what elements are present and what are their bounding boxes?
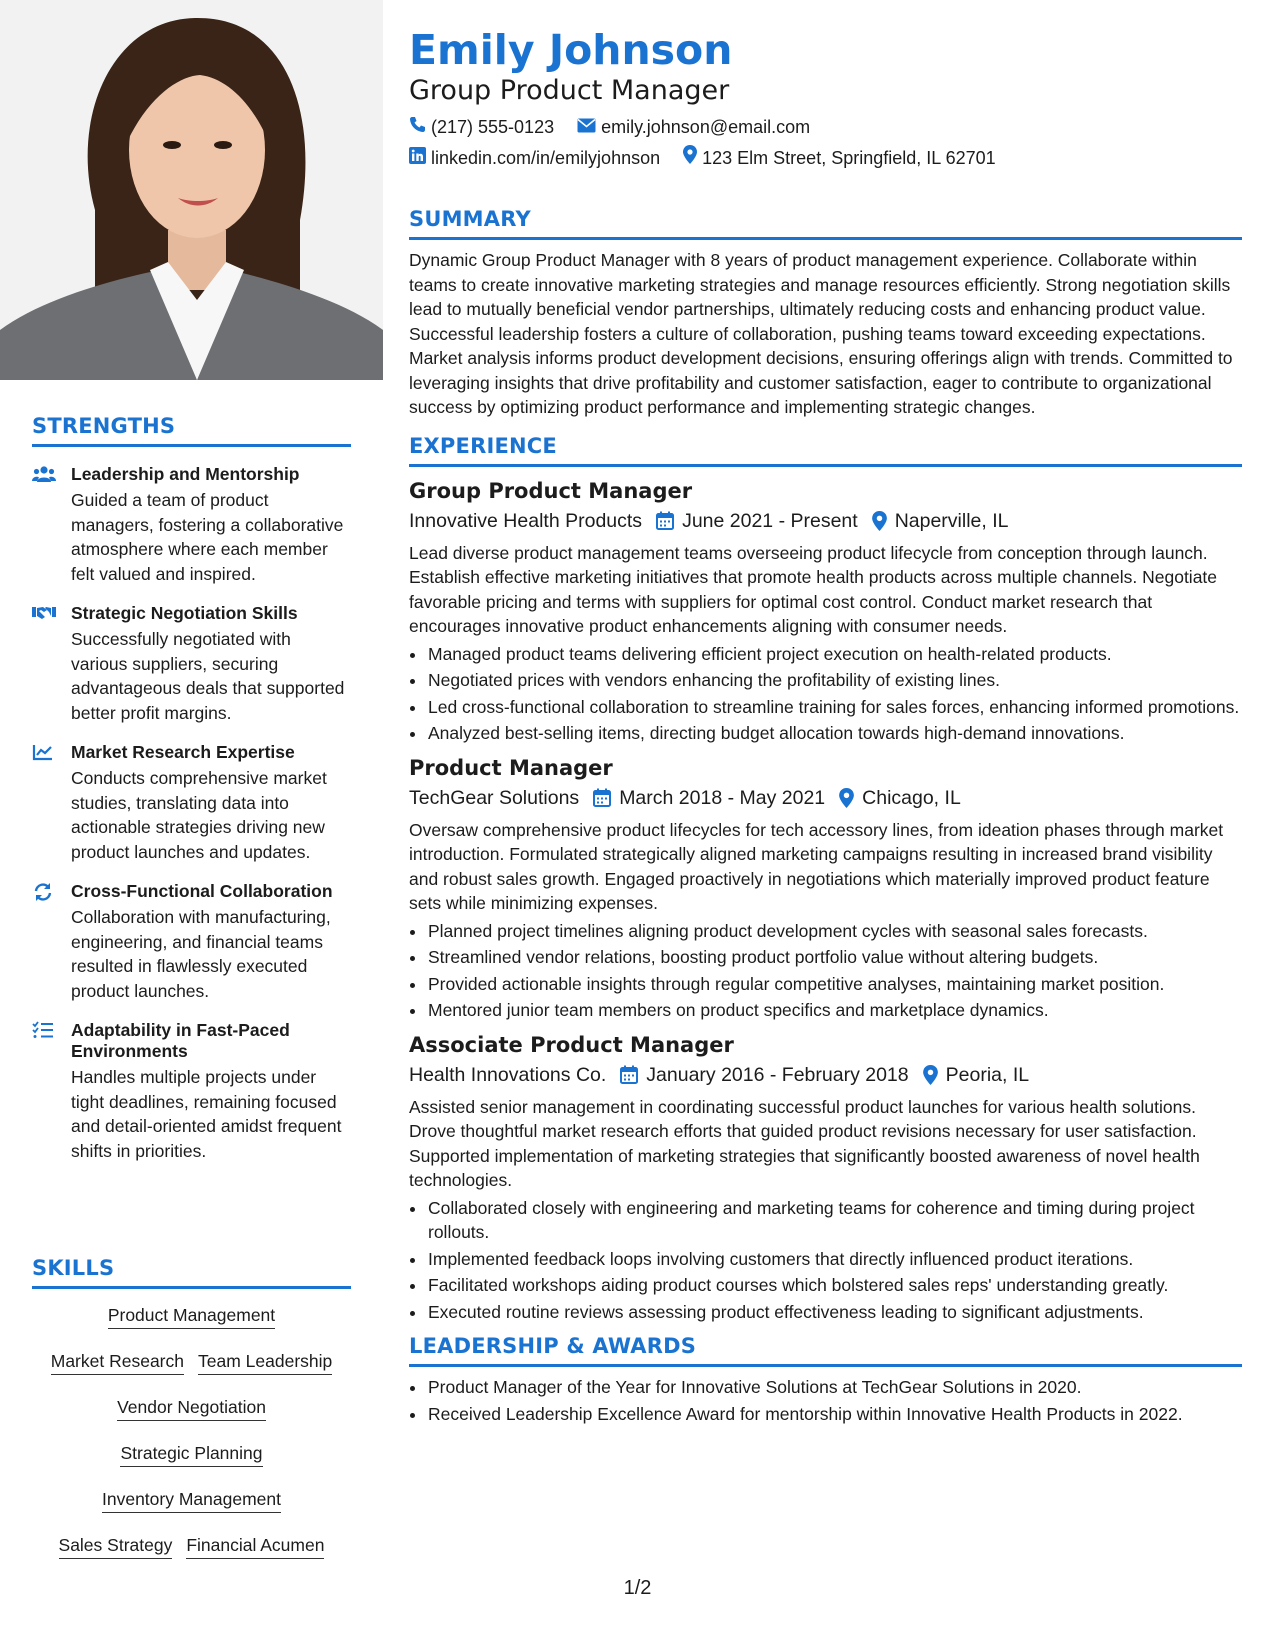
skills-list xyxy=(32,1303,351,1559)
job-bullet: • Executed routine reviews assessing product effectiveness leading to significant adjustments. xyxy=(427,1300,1242,1325)
strengths-section xyxy=(32,414,351,1163)
email-contact[interactable] xyxy=(577,114,810,140)
job-bullet: • Led cross-functional collaboration to streamline training for sales forces, enhancing informed promotions. xyxy=(427,695,1242,720)
strength-desc: Handles multiple projects under tight deadlines, remaining focused and detail-oriented amidst frequent shifts in priorities. xyxy=(71,1067,342,1161)
job-location: Peoria, IL xyxy=(945,1063,1030,1086)
calendar-icon xyxy=(620,1065,638,1084)
job-title: Associate Product Manager xyxy=(409,1032,734,1057)
job-bullet: • Planned project timelines aligning product development cycles with seasonal sales forecasts. xyxy=(427,919,1242,944)
skill-tag: Strategic Planning xyxy=(120,1441,262,1467)
candidate-role: Group Product Manager xyxy=(409,75,730,106)
linkedin-contact[interactable] xyxy=(409,145,660,171)
strength-title: Leadership and Mentorship xyxy=(71,464,300,484)
email-text: emily.johnson@email.com xyxy=(601,117,811,137)
contact-info xyxy=(409,114,1242,171)
skills-title: SKILLS xyxy=(32,1256,351,1289)
phone-contact[interactable] xyxy=(409,114,554,140)
map-pin-icon xyxy=(872,511,887,531)
job-entry xyxy=(409,477,1242,746)
map-pin-icon xyxy=(923,1065,938,1085)
job-bullet: • Mentored junior team members on product specifics and marketplace dynamics. xyxy=(427,998,1242,1023)
calendar-icon xyxy=(656,511,674,530)
experience-title: EXPERIENCE xyxy=(409,434,1242,467)
job-bullet: • Analyzed best-selling items, directing budget allocation towards high-demand innovations. xyxy=(427,721,1242,746)
strength-desc: Conducts comprehensive market studies, translating data into actionable strategies driving new product launches and updates. xyxy=(71,768,327,862)
job-bullet: • Implemented feedback loops involving customers that directly influenced product iterations. xyxy=(427,1247,1242,1272)
job-location: Chicago, IL xyxy=(862,786,961,809)
job-bullets xyxy=(409,642,1242,746)
awards-section xyxy=(409,1334,1242,1426)
phone-icon xyxy=(409,114,431,140)
job-description: Lead diverse product management teams overseeing product lifecycle from conception through launch. Establish effective marketing initiatives that promote health products across multiple channels. Negotiate favorable pricing and terms with suppliers for optimal cost control. Conduct market research that encourages innovative product enhancements aligning with consumer needs. xyxy=(409,542,1218,636)
phone-text: (217) 555-0123 xyxy=(431,117,555,137)
strength-title: Cross-Functional Collaboration xyxy=(71,881,333,901)
strength-item xyxy=(32,464,351,586)
job-bullet: • Managed product teams delivering efficient project execution on health-related products. xyxy=(427,642,1242,667)
award-item: • Received Leadership Excellence Award for mentorship within Innovative Health Products in 2022. xyxy=(427,1402,1242,1427)
page-number: 1/2 xyxy=(623,1577,652,1599)
strength-title: Market Research Expertise xyxy=(71,742,295,762)
company-name: Health Innovations Co. xyxy=(409,1063,607,1086)
job-bullet: • Provided actionable insights through regular competitive analyses, maintaining market position. xyxy=(427,972,1242,997)
strength-desc: Collaboration with manufacturing, engineering, and financial teams resulted in flawlessly executed product launches. xyxy=(71,907,331,1001)
job-meta xyxy=(409,784,1242,812)
strength-desc: Successfully negotiated with various suppliers, securing advantageous deals that supported better profit margins. xyxy=(71,629,345,723)
linkedin-icon xyxy=(409,145,431,171)
map-pin-icon xyxy=(683,145,702,171)
job-meta xyxy=(409,1061,1242,1089)
company-name: TechGear Solutions xyxy=(409,786,580,809)
address-text: 123 Elm Street, Springfield, IL 62701 xyxy=(702,148,996,168)
skill-tag: Product Management xyxy=(108,1303,275,1329)
chart-line-icon xyxy=(32,743,56,763)
skill-tag: Team Leadership xyxy=(198,1349,332,1375)
job-bullet: • Streamlined vendor relations, boosting product portfolio value without altering budgets. xyxy=(427,945,1242,970)
sync-icon xyxy=(32,882,56,902)
map-pin-icon xyxy=(839,788,854,808)
job-description: Assisted senior management in coordinating successful product launches for various health solutions. Drove thoughtful market research efforts that guided product revisions necessary for user satisfaction. Supported implementation of marketing strategies that significantly boosted awareness of novel health technologies. xyxy=(409,1096,1200,1190)
strengths-title: STRENGTHS xyxy=(32,414,351,447)
candidate-name: Emily Johnson xyxy=(409,26,733,74)
job-entry xyxy=(409,1031,1242,1325)
job-dates: June 2021 - Present xyxy=(682,509,858,532)
strength-item xyxy=(32,742,351,864)
company-name: Innovative Health Products xyxy=(409,509,643,532)
summary-section xyxy=(409,207,1242,420)
skill-tag: Financial Acumen xyxy=(186,1533,324,1559)
strength-item xyxy=(32,881,351,1003)
strength-item xyxy=(32,603,351,725)
strength-title: Strategic Negotiation Skills xyxy=(71,603,298,623)
job-description: Oversaw comprehensive product lifecycles for tech accessory lines, from ideation phases through market introduction. Formulated strategically aligned marketing campaigns resulting in increased brand visibility and robust sales growth. Engaged proactively in negotiations which materially improved product feature sets while minimizing expenses. xyxy=(409,819,1224,913)
users-icon xyxy=(32,465,56,485)
linkedin-text: linkedin.com/in/emilyjohnson xyxy=(431,148,661,168)
awards-list xyxy=(409,1375,1242,1426)
profile-photo xyxy=(0,0,383,380)
strength-item xyxy=(32,1020,351,1163)
strength-title: Adaptability in Fast-Paced Environments xyxy=(71,1020,290,1061)
job-bullet: • Collaborated closely with engineering and marketing teams for coherence and timing during project rollouts. xyxy=(427,1196,1242,1245)
right-column xyxy=(409,26,1242,1428)
skill-tag: Market Research xyxy=(51,1349,184,1375)
job-bullets xyxy=(409,1196,1242,1325)
job-dates: March 2018 - May 2021 xyxy=(619,786,826,809)
list-check-icon xyxy=(32,1021,56,1041)
summary-text: Dynamic Group Product Manager with 8 years of product management experience. Collaborate within teams to create innovative marketing strategies and manage resources efficiently. Strong negotiation skills lead to mutually beneficial vendor partnerships, ultimately reducing costs and enhancing product value. Successful leadership fosters a culture of collaboration, pushing teams toward exceeding expectations. Market analysis informs product development decisions, ensuring offerings align with trends. Committed to leveraging insights that drive profitability and customer satisfaction, eager to contribute to organizational success by optimizing product performance and implementing strategic changes. xyxy=(409,250,1233,417)
job-title: Product Manager xyxy=(409,755,613,780)
skills-section xyxy=(32,1256,351,1579)
job-meta xyxy=(409,507,1242,535)
strength-desc: Guided a team of product managers, fostering a collaborative atmosphere where each member felt valued and inspired. xyxy=(71,490,344,584)
job-entry xyxy=(409,754,1242,1023)
summary-title: SUMMARY xyxy=(409,207,1242,240)
left-column xyxy=(0,0,383,1650)
handshake-icon xyxy=(32,604,56,624)
job-location: Naperville, IL xyxy=(894,509,1009,532)
envelope-icon xyxy=(577,114,601,140)
address-contact xyxy=(683,145,996,171)
job-title: Group Product Manager xyxy=(409,478,693,503)
job-dates: January 2016 - February 2018 xyxy=(646,1063,909,1086)
job-bullet: • Negotiated prices with vendors enhancing the profitability of existing lines. xyxy=(427,668,1242,693)
skill-tag: Vendor Negotiation xyxy=(117,1395,266,1421)
skill-tag: Inventory Management xyxy=(102,1487,281,1513)
award-item: • Product Manager of the Year for Innovative Solutions at TechGear Solutions in 2020. xyxy=(427,1375,1242,1400)
job-bullets xyxy=(409,919,1242,1023)
job-bullet: • Facilitated workshops aiding product courses which bolstered sales reps' understanding greatly. xyxy=(427,1273,1242,1298)
experience-section xyxy=(409,434,1242,1325)
awards-title: LEADERSHIP & AWARDS xyxy=(409,1334,1242,1367)
skill-tag: Sales Strategy xyxy=(59,1533,173,1559)
calendar-icon xyxy=(593,788,611,807)
